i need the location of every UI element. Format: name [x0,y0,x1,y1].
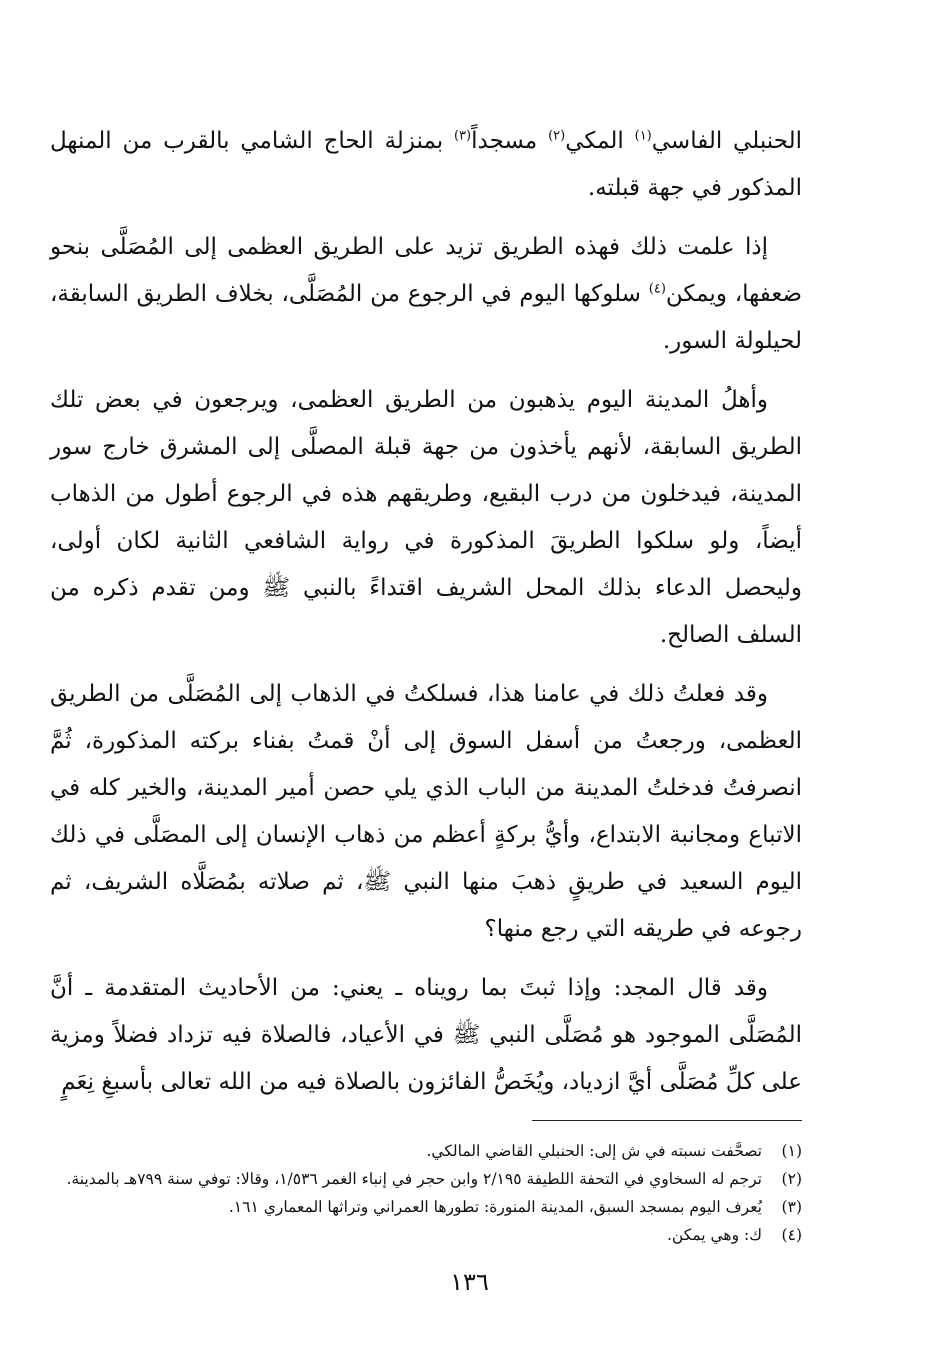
footnote-marker: (٣) [453,128,472,144]
footnote [50,1165,802,1193]
footnote-marker: (٢) [548,128,566,144]
paragraph-text: سلوكها اليوم في الرجوع من المُصَلَّى، بخلاف الطريق السابقة، لحيلولة السور. [50,281,802,354]
footnote-number: (٢) [781,1170,802,1188]
footnote-marker: (٤) [648,281,666,297]
paragraph [50,118,802,212]
book-page [50,118,802,1249]
footnote [50,1193,802,1221]
paragraph-text: إذا علمت ذلك فهذه الطريق تزيد على الطريق العظمى إلى المُصَلَّى بنحو ضعفها، ويمكن [50,234,803,307]
paragraph-text: وقد قال المجد: وإذا ثبتَ بما رويناه ـ يعني: من الأحاديث المتقدمة ـ أنَّ المُصَلَّى الموجود هو مُصَلَّى النبي ﷺ في الأعياد، فالصلاة فيه تزداد فضلاً ومزية على كلِّ مُصَلَّى أيَّ ازدياد، ويُخَصُّ الفائزون بالصلاة فيه من الله تعالى بأسبغِ نِعَمٍ [50,975,802,1095]
footnotes [50,1137,802,1249]
paragraph [50,965,802,1106]
paragraph [50,224,802,365]
paragraph-text: وقد فعلتُ ذلك في عامنا هذا، فسلكتُ في الذهاب إلى المُصَلَّى من الطريق العظمى، ورجعتُ من أسفل السوق إلى أنْ قمتُ بفناء بركته المذكورة، ثُمَّ انصرفتُ فدخلتُ المدينة من الباب الذي يلي حصن أمير المدينة، والخير كله في الاتباع ومجانبة الابتداع، وأيُّ بركةٍ أعظم من ذهاب الإنسان إلى المصَلَّى في ذلك اليوم السعيد في طريقٍ ذهبَ منها النبي ﷺ، ثم صلاته بمُصَلَّاه الشريف، ثم رجوعه في طريقه التي رجع منها؟ [50,681,802,942]
page-number: ١٣٦ [450,1268,489,1296]
footnote-number: (٤) [781,1226,802,1244]
paragraph-text: بمنزلة الحاج الشامي بالقرب من المنهل المذكور في جهة قبلته. [50,128,802,201]
paragraph [50,377,802,659]
footnote-text: يُعرف اليوم بمسجد السبق، المدينة المنورة: تطورها العمراني وتراثها المعماري ١٦١. [228,1198,762,1216]
paragraph [50,671,802,953]
footnote [50,1137,802,1165]
footnote-number: (٣) [781,1198,802,1216]
footnote-text: ك: وهي يمكن. [667,1226,762,1244]
footnote-text: ترجم له السخاوي في التحفة اللطيفة ٢/١٩٥ وابن حجر في إنباء الغمر ١/٥٣٦، وقالا: توفي سنة ٧٩٩هـ بالمدينة. [66,1170,762,1188]
paragraph-text: مسجداً [471,128,549,154]
body-text [50,118,802,1106]
paragraph-text: المكي [565,128,635,154]
footnote [50,1221,802,1249]
footnote-number: (١) [781,1142,802,1160]
footnote-text: تصحَّفت نسبته في ش إلى: الحنبلي القاضي المالكي. [426,1142,762,1160]
paragraph-text: الحنبلي الفاسي [651,128,802,154]
paragraph-text: وأهلُ المدينة اليوم يذهبون من الطريق العظمى، ويرجعون في بعض تلك الطريق السابقة، لأنهم يأخذون من جهة قبلة المصلَّى إلى المشرق خارج سور المدينة، فيدخلون من درب البقيع، وطريقهم هذه في الرجوع أطول من الذهاب أيضاً، ولو سلكوا الطريقَ المذكورة في رواية الشافعي الثانية لكان أولى، وليحصل الدعاء بذلك المحل الشريف اقتداءً بالنبي ﷺ ومن تقدم ذكره من السلف الصالح. [50,387,802,648]
footnote-divider [532,1120,802,1121]
footnote-marker: (١) [634,128,652,144]
